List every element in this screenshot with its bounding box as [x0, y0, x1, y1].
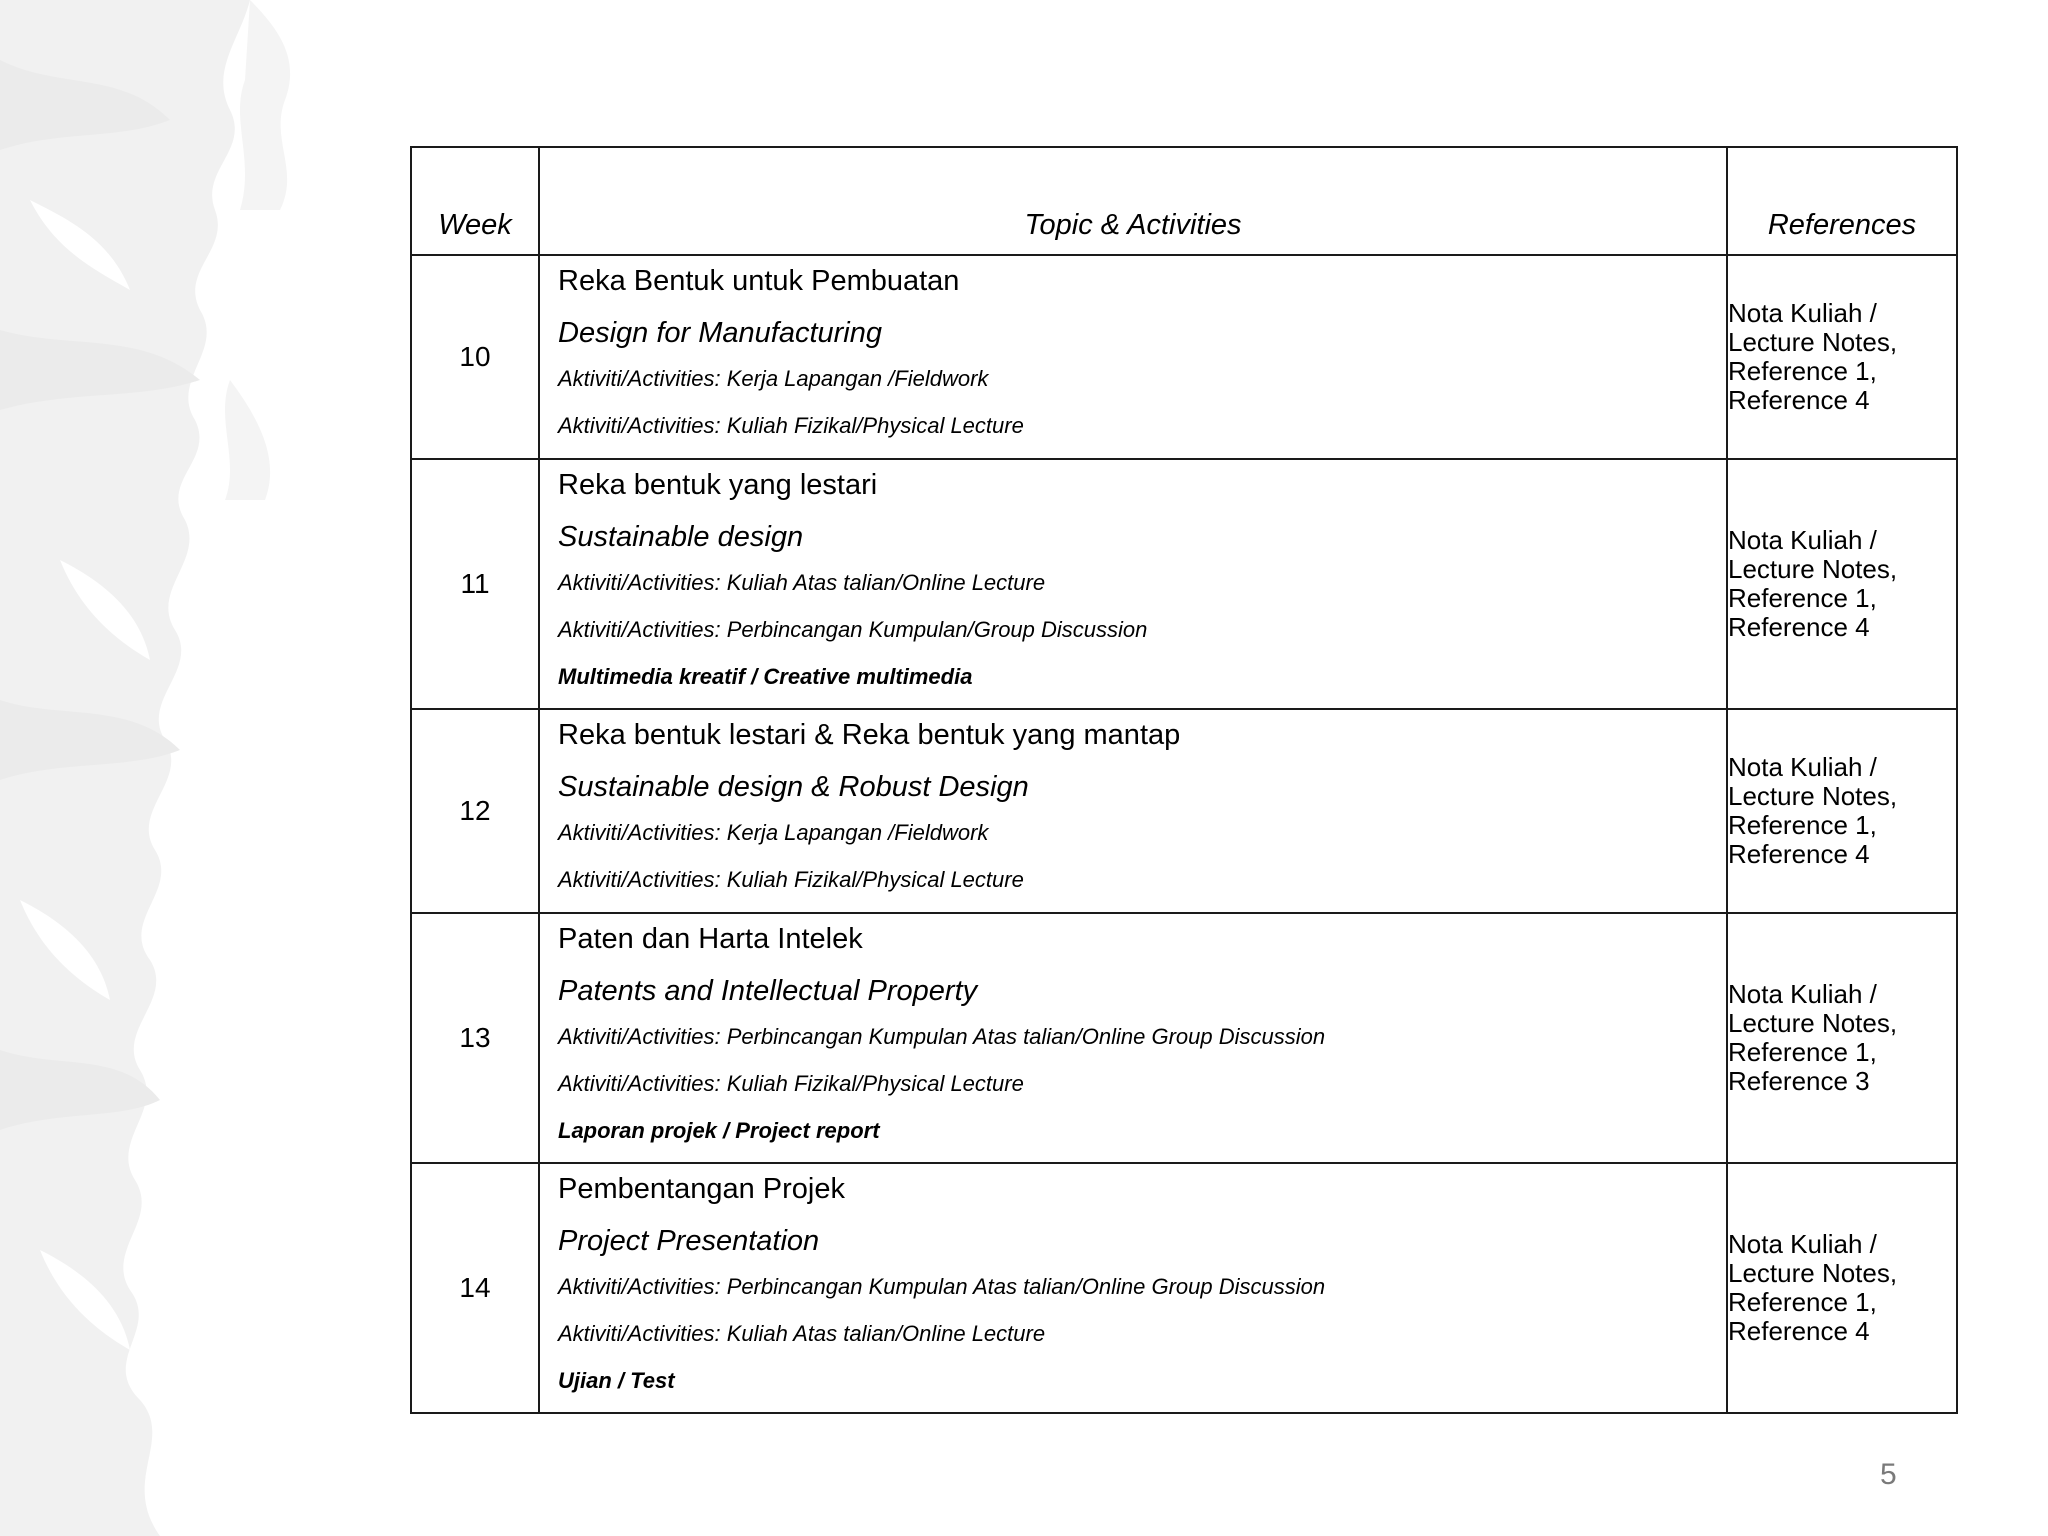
activity-line: Aktiviti/Activities: Kerja Lapangan /Fieldwork: [558, 820, 989, 845]
topic-content: [540, 1164, 1726, 1403]
assessment-note: Multimedia kreatif / Creative multimedia: [558, 664, 973, 689]
activity-line: Aktiviti/Activities: Kuliah Fizikal/Physical Lecture: [558, 413, 1024, 438]
reference-line: Nota Kuliah /: [1728, 525, 1877, 555]
references-cell: [1727, 459, 1957, 709]
topic-title-english: Patents and Intellectual Property: [558, 975, 978, 1007]
reference-line: Reference 1,: [1728, 1037, 1877, 1067]
reference-line: Nota Kuliah /: [1728, 298, 1877, 328]
references-cell: [1727, 913, 1957, 1163]
topic-title-english: Sustainable design: [558, 521, 804, 553]
assessment-note: Ujian / Test: [558, 1368, 675, 1393]
reference-line: Reference 4: [1728, 1316, 1870, 1346]
schedule-table: [410, 146, 1958, 1414]
references-cell: [1727, 709, 1957, 913]
table-row: [411, 913, 1957, 1163]
reference-line: Nota Kuliah /: [1728, 752, 1877, 782]
decorative-brush-texture: [0, 0, 340, 1536]
topic-title-malay: Reka Bentuk untuk Pembuatan: [558, 265, 960, 297]
week-number: 10: [411, 255, 539, 459]
activity-line: Aktiviti/Activities: Perbincangan Kumpulan/Group Discussion: [558, 617, 1148, 642]
topic-header: Topic & Activities: [539, 147, 1727, 255]
schedule-body: [411, 255, 1957, 1413]
week-number: 13: [411, 913, 539, 1163]
reference-line: Lecture Notes,: [1728, 327, 1898, 357]
table-row: [411, 1163, 1957, 1413]
reference-line: Lecture Notes,: [1728, 781, 1898, 811]
topic-cell: [539, 913, 1727, 1163]
week-number: 14: [411, 1163, 539, 1413]
references-cell: [1727, 255, 1957, 459]
topic-content: [540, 914, 1726, 1153]
activity-line: Aktiviti/Activities: Kuliah Atas talian/Online Lecture: [558, 570, 1046, 595]
reference-line: Reference 1,: [1728, 356, 1877, 386]
topic-cell: [539, 709, 1727, 913]
table-row: [411, 255, 1957, 459]
assessment-note: Laporan projek / Project report: [558, 1118, 880, 1143]
activity-line: Aktiviti/Activities: Kuliah Atas talian/Online Lecture: [558, 1321, 1046, 1346]
topic-cell: [539, 1163, 1727, 1413]
reference-line: Nota Kuliah /: [1728, 1229, 1877, 1259]
reference-line: Lecture Notes,: [1728, 1258, 1898, 1288]
activity-line: Aktiviti/Activities: Perbincangan Kumpulan Atas talian/Online Group Discussion: [558, 1274, 1326, 1299]
reference-line: Reference 3: [1728, 1066, 1870, 1096]
table-row: [411, 709, 1957, 913]
activity-line: Aktiviti/Activities: Kuliah Fizikal/Physical Lecture: [558, 1071, 1024, 1096]
week-header: Week: [411, 147, 539, 255]
activity-line: Aktiviti/Activities: Kuliah Fizikal/Physical Lecture: [558, 867, 1024, 892]
topic-content: [540, 710, 1726, 902]
reference-line: Reference 1,: [1728, 583, 1877, 613]
reference-line: Nota Kuliah /: [1728, 979, 1877, 1009]
activity-line: Aktiviti/Activities: Kerja Lapangan /Fieldwork: [558, 366, 989, 391]
topic-title-malay: Paten dan Harta Intelek: [558, 923, 863, 955]
references-header: References: [1727, 147, 1957, 255]
week-number: 11: [411, 459, 539, 709]
topic-title-malay: Reka bentuk lestari & Reka bentuk yang mantap: [558, 719, 1181, 751]
reference-line: Reference 1,: [1728, 810, 1877, 840]
reference-line: Reference 4: [1728, 839, 1870, 869]
topic-title-english: Design for Manufacturing: [558, 317, 882, 349]
topic-title-english: Sustainable design & Robust Design: [558, 771, 1029, 803]
activity-line: Aktiviti/Activities: Perbincangan Kumpulan Atas talian/Online Group Discussion: [558, 1024, 1326, 1049]
header-row: [411, 147, 1957, 255]
page-number: 5: [1880, 1458, 1897, 1491]
topic-content: [540, 460, 1726, 699]
topic-title-malay: Reka bentuk yang lestari: [558, 469, 878, 501]
reference-line: Lecture Notes,: [1728, 1008, 1898, 1038]
reference-line: Reference 4: [1728, 385, 1870, 415]
week-number: 12: [411, 709, 539, 913]
table-row: [411, 459, 1957, 709]
topic-title-malay: Pembentangan Projek: [558, 1173, 845, 1205]
topic-title-english: Project Presentation: [558, 1225, 820, 1257]
reference-line: Reference 1,: [1728, 1287, 1877, 1317]
reference-line: Reference 4: [1728, 612, 1870, 642]
topic-cell: [539, 459, 1727, 709]
topic-content: [540, 256, 1726, 448]
topic-cell: [539, 255, 1727, 459]
references-cell: [1727, 1163, 1957, 1413]
reference-line: Lecture Notes,: [1728, 554, 1898, 584]
